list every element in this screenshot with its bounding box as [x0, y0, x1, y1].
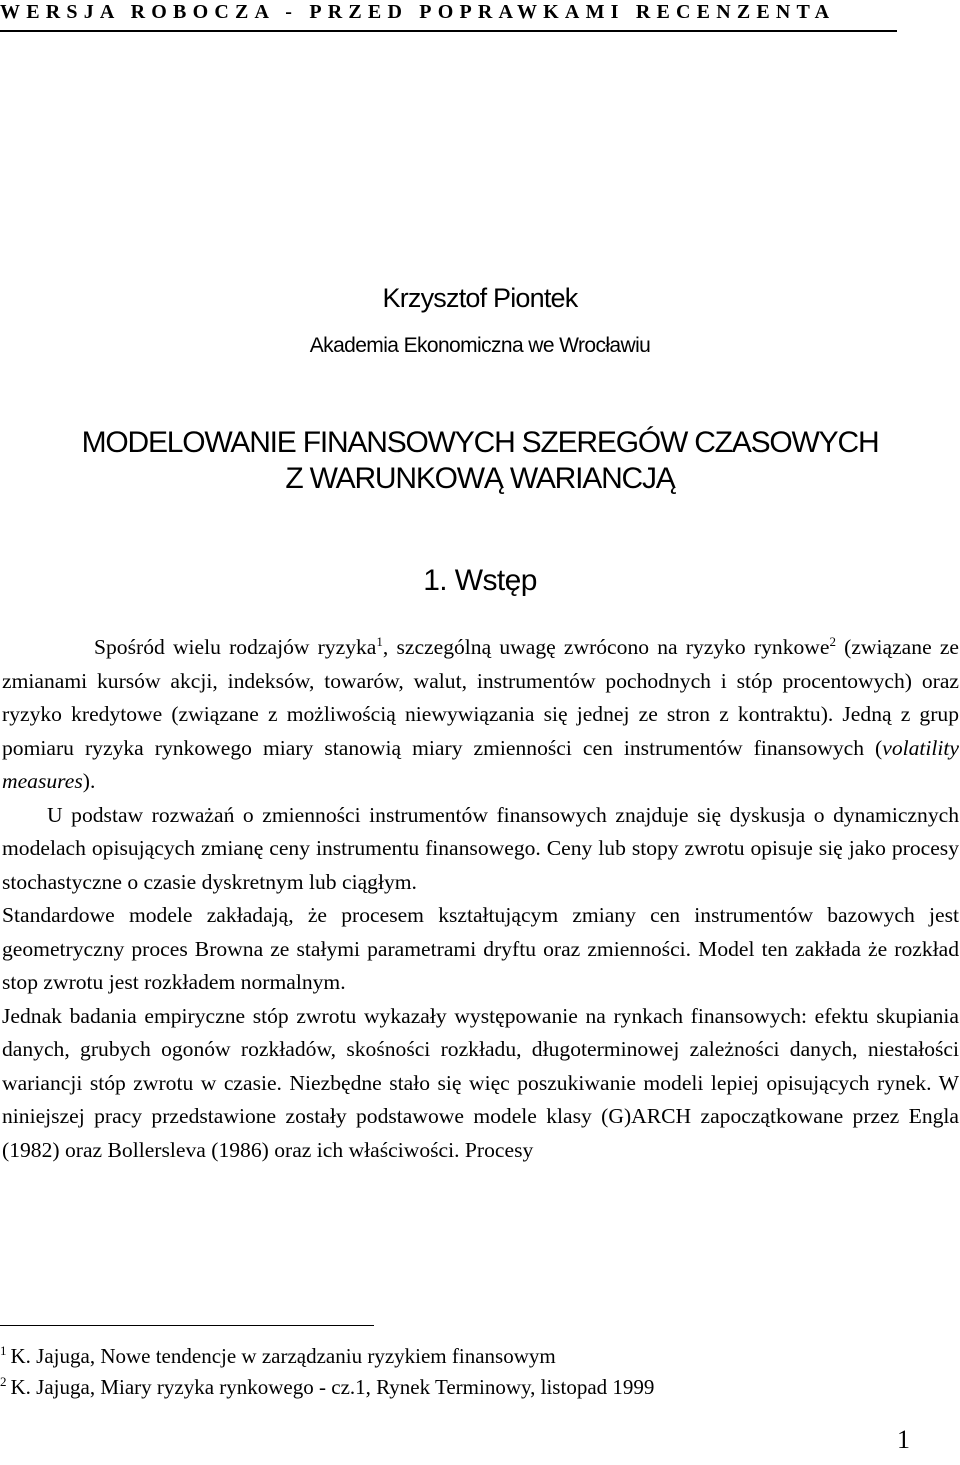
- paragraph-4: Jednak badania empiryczne stóp zwrotu wykazały występowanie na rynkach finansowych: efektu skupiania danych, grubych ogonów rozkładów, skośności rozkładu, długoterminowej zależności danych, niestałości wariancji stóp zwrotu w czasie. Niezbędne stało się więc poszukiwanie modeli lepiej opisujących rynek. W niniejszej pracy przedstawione zostały podstawowe modele klasy (G)ARCH zapoczątkowane przez Engla (1982) oraz Bollersleva (1986) oraz ich właściwości. Procesy: [2, 1003, 959, 1162]
- footnote-marker: 2: [0, 1374, 7, 1389]
- section-heading: 1. Wstęp: [423, 564, 537, 597]
- paragraph-1-text-a: Spośród wielu rodzajów ryzyka: [94, 635, 377, 659]
- author-name: Krzysztof Piontek: [382, 283, 578, 313]
- article-title: [0, 425, 960, 497]
- title-line-1: MODELOWANIE FINANSOWYCH SZEREGÓW CZASOWYCH: [81, 426, 879, 459]
- footnote-text: K. Jajuga, Nowe tendencje w zarządzaniu ryzykiem finansowym: [10, 1344, 556, 1368]
- author-affiliation: Akademia Ekonomiczna we Wrocławiu: [309, 334, 651, 357]
- italic-term: volatility measures: [2, 735, 959, 793]
- footnote-text: K. Jajuga, Miary ryzyka rynkowego - cz.1, Rynek Terminowy, listopad 1999: [10, 1375, 655, 1399]
- footnote-ref-2: 2: [829, 633, 836, 649]
- footnote-marker: 1: [0, 1343, 7, 1358]
- paragraph-1-text-d: ).: [82, 769, 96, 793]
- header-rule: [0, 30, 897, 32]
- footnote-2: [0, 1372, 960, 1403]
- paragraph-1-text-b: , szczególną uwagę zwrócono na ryzyko rynkowe: [382, 635, 830, 659]
- paragraph-1: [2, 631, 959, 799]
- title-line-2: Z WARUNKOWĄ WARIANCJĄ: [285, 462, 675, 495]
- page-number: 1: [897, 1425, 910, 1454]
- footnote-rule: [0, 1325, 374, 1326]
- footnote-ref-1: 1: [376, 633, 383, 649]
- footnotes: [0, 1341, 960, 1403]
- body-text: [2, 631, 959, 1167]
- running-header: WERSJA ROBOCZA - PRZED POPRAWKAMI RECENZENTA: [0, 1, 836, 23]
- footnote-1: [0, 1341, 960, 1372]
- paragraph-3: Standardowe modele zakładają, że procesem kształtującym zmiany cen instrumentów bazowych jest geometryczny proces Browna ze stałymi parametrami dryftu oraz zmienności. Model ten zakłada że rozkład stop zwrotu jest rozkładem normalnym.: [2, 903, 959, 994]
- paragraph-2: U podstaw rozważań o zmienności instrumentów finansowych znajduje się dyskusja o dynamicznych modelach opisujących zmianę ceny instrumentu finansowego. Ceny lub stopy zwrotu opisuje się jako procesy stochastyczne o czasie dyskretnym lub ciągłym.: [2, 802, 959, 894]
- paragraph-1-text-c: (związane ze zmianami kursów akcji, indeksów, towarów, walut, instrumentów pochodnych i stóp procentowych) oraz ryzyko kredytowe (związane z możliwością niewywiązania się jednej ze stron z kontraktu). Jedną z grup pomiaru ryzyka rynkowego miary stanowią miary zmienności cen instrumentów finansowych (: [2, 635, 959, 760]
